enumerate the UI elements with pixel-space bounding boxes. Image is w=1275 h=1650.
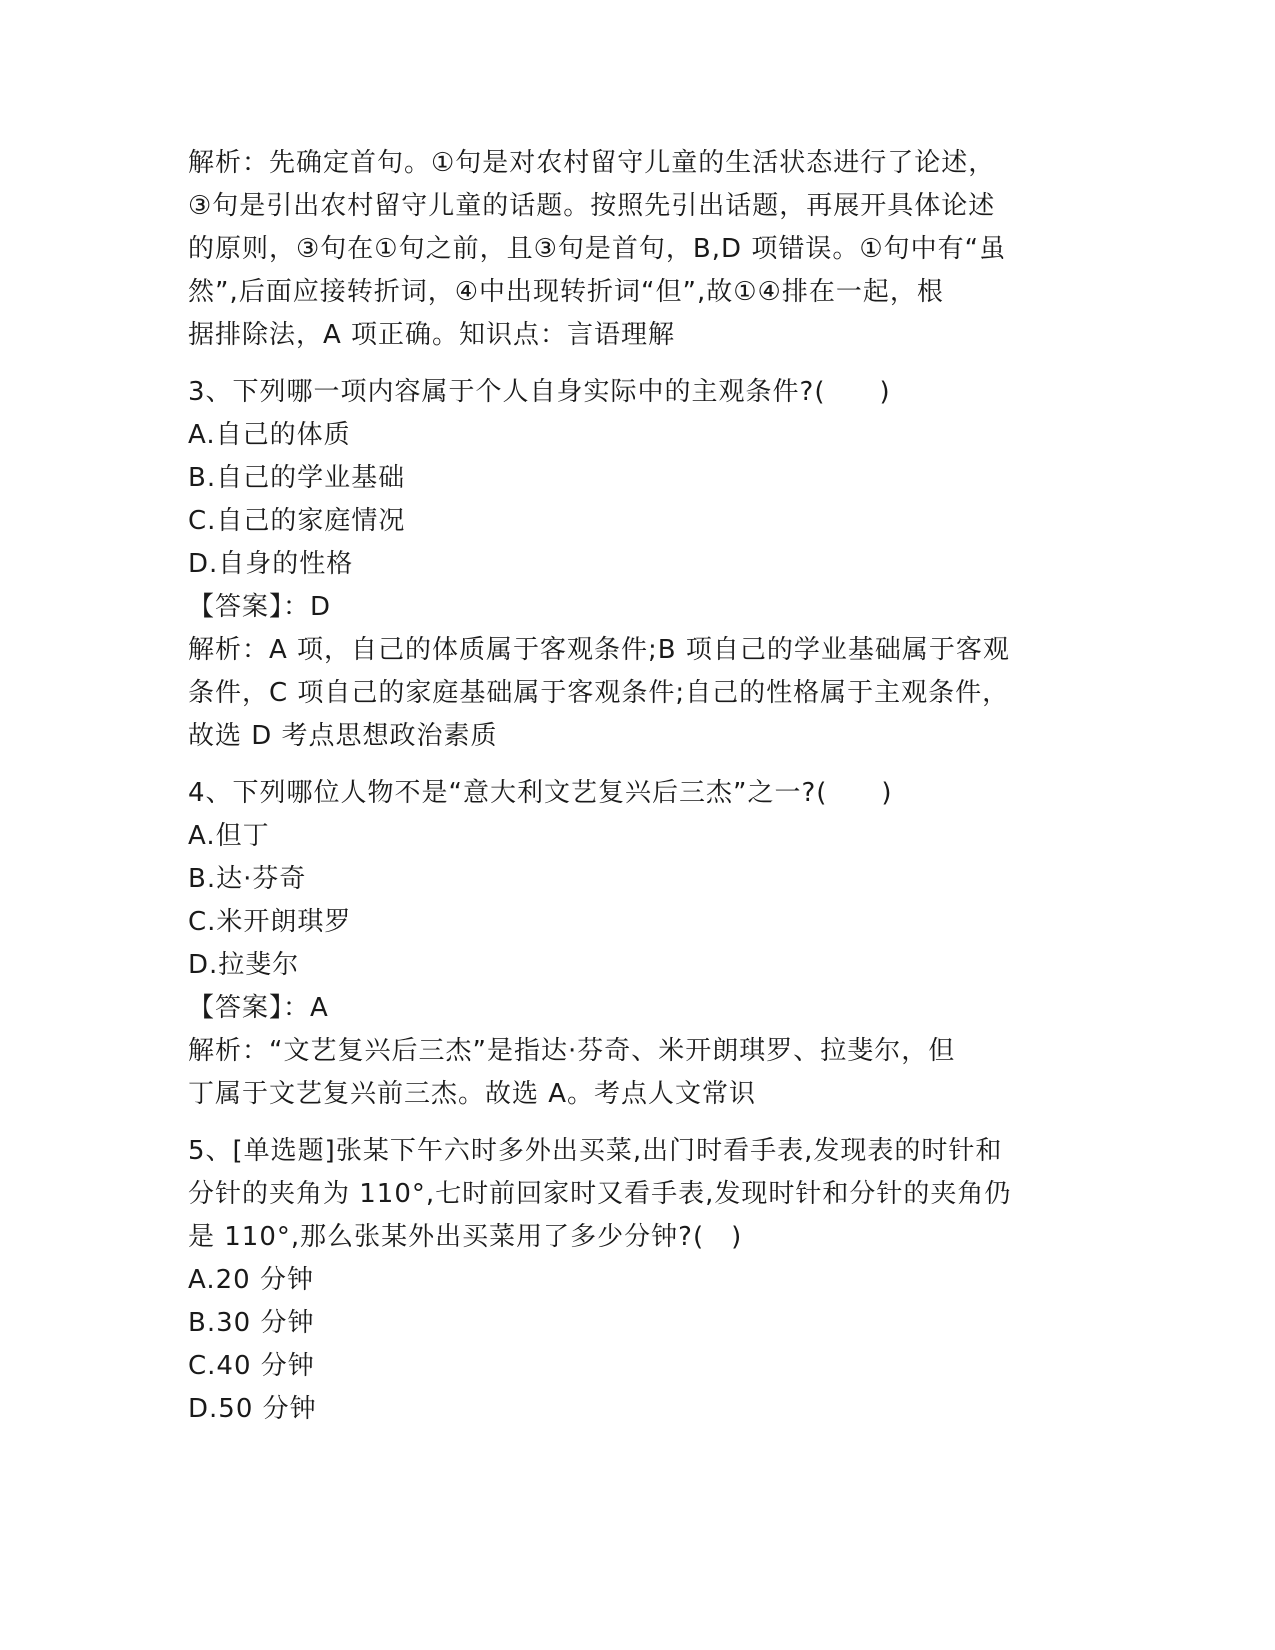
question-5: [188, 1130, 1088, 1431]
answer-label: 【答案】：A: [188, 993, 329, 1023]
option-a: A.自己的体质: [188, 420, 351, 450]
option-d: D.50 分钟: [188, 1394, 317, 1424]
question-title-line: 是 110°,那么张某外出买菜用了多少分钟?( ): [188, 1222, 743, 1252]
option-c: C.自己的家庭情况: [188, 506, 406, 536]
question-title-line: 5、[单选题]张某下午六时多外出买菜,出门时看手表,发现表的时针和: [188, 1136, 1003, 1166]
option-d: D.拉斐尔: [188, 950, 300, 980]
analysis-block-q2: [188, 142, 1088, 357]
analysis-line: 故选 D 考点思想政治素质: [188, 721, 498, 751]
answer-label: 【答案】：D: [188, 592, 332, 622]
question-title: 4、下列哪位人物不是“意大利文艺复兴后三杰”之一?( ): [188, 778, 893, 808]
analysis-line: 解析：先确定首句。①句是对农村留守儿童的生活状态进行了论述，: [188, 148, 996, 178]
option-a: A.20 分钟: [188, 1265, 314, 1295]
analysis-line: 解析：A 项，自己的体质属于客观条件;B 项自己的学业基础属于客观: [188, 635, 1010, 665]
analysis-line: 条件，C 项自己的家庭基础属于客观条件;自己的性格属于主观条件，: [188, 678, 1010, 708]
document-page: [188, 142, 1088, 1445]
option-b: B.达·芬奇: [188, 864, 307, 894]
option-a: A.但丁: [188, 821, 270, 851]
analysis-line: 的原则，③句在①句之前，且③句是首句，B,D 项错误。①句中有“虽: [188, 234, 1007, 264]
question-title-line: 分针的夹角为 110°,七时前回家时又看手表,发现时针和分针的夹角仍: [188, 1179, 1012, 1209]
option-b: B.30 分钟: [188, 1308, 315, 1338]
analysis-line: 然”,后面应接转折词，④中出现转折词“但”,故①④排在一起，根: [188, 277, 944, 307]
question-3: [188, 371, 1088, 758]
option-d: D.自身的性格: [188, 549, 354, 579]
question-title: 3、下列哪一项内容属于个人自身实际中的主观条件?( ): [188, 377, 891, 407]
question-4: [188, 772, 1088, 1116]
analysis-line: 解析：“文艺复兴后三杰”是指达·芬奇、米开朗琪罗、拉斐尔，但: [188, 1036, 956, 1066]
analysis-line: 据排除法，A 项正确。知识点：言语理解: [188, 320, 676, 350]
option-b: B.自己的学业基础: [188, 463, 406, 493]
analysis-line: ③句是引出农村留守儿童的话题。按照先引出话题，再展开具体论述: [188, 191, 996, 221]
option-c: C.40 分钟: [188, 1351, 315, 1381]
option-c: C.米开朗琪罗: [188, 907, 352, 937]
analysis-line: 丁属于文艺复兴前三杰。故选 A。考点人文常识: [188, 1079, 757, 1109]
